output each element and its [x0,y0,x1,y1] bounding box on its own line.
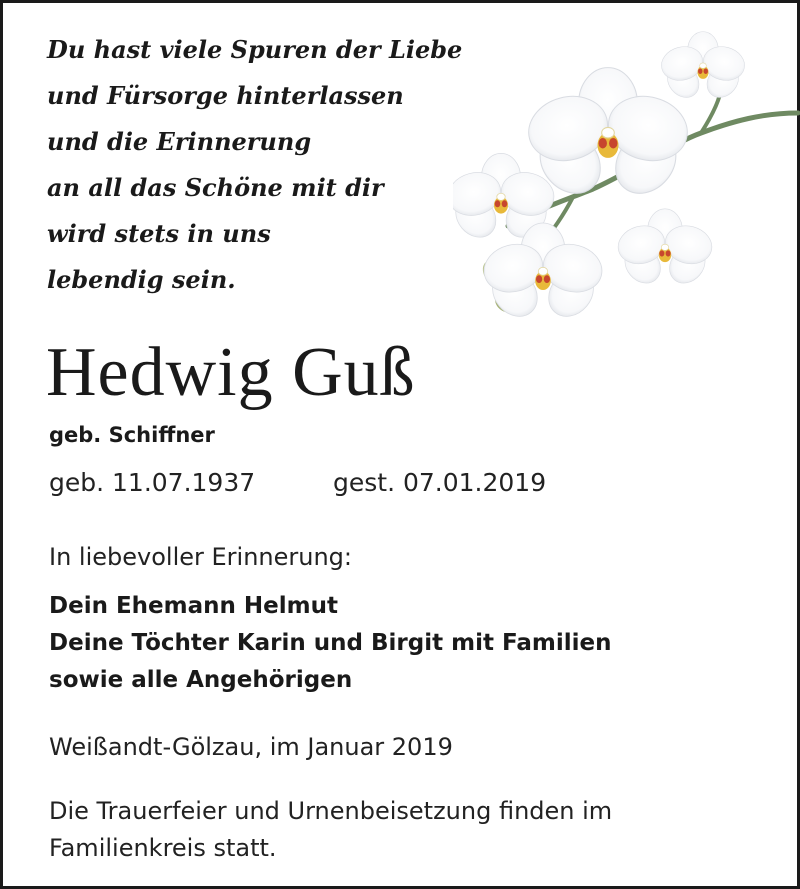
poem-line: an all das Schöne mit dir [47,173,384,202]
place-and-date: Weißandt-Gölzau, im Januar 2019 [49,733,453,761]
mourners-list [49,588,611,699]
poem-line: lebendig sein. [47,265,236,294]
poem [47,27,462,303]
mourner-line: Dein Ehemann Helmut [49,593,338,619]
note-line: Die Trauerfeier und Urnenbeisetzung finden im [49,797,613,825]
maiden-name: geb. Schiffner [49,423,215,447]
poem-line: Du hast viele Spuren der Liebe [47,35,463,64]
mourner-line: Deine Töchter Karin und Birgit mit Familien [49,630,612,656]
note-line: Familienkreis statt. [49,834,277,862]
poem-line: und die Erinnerung [47,127,312,156]
mourner-line: sowie alle Angehörigen [49,667,353,693]
birth-date: geb. 11.07.1937 [49,468,256,497]
memorial-intro: In liebevoller Erinnerung: [49,543,352,571]
poem-line: wird stets in uns [47,219,271,248]
death-date: gest. 07.01.2019 [333,468,547,497]
deceased-name: Hedwig Guß [46,334,416,411]
orchid-icon [453,21,800,321]
poem-line: und Fürsorge hinterlassen [47,81,404,110]
funeral-note [49,793,612,867]
